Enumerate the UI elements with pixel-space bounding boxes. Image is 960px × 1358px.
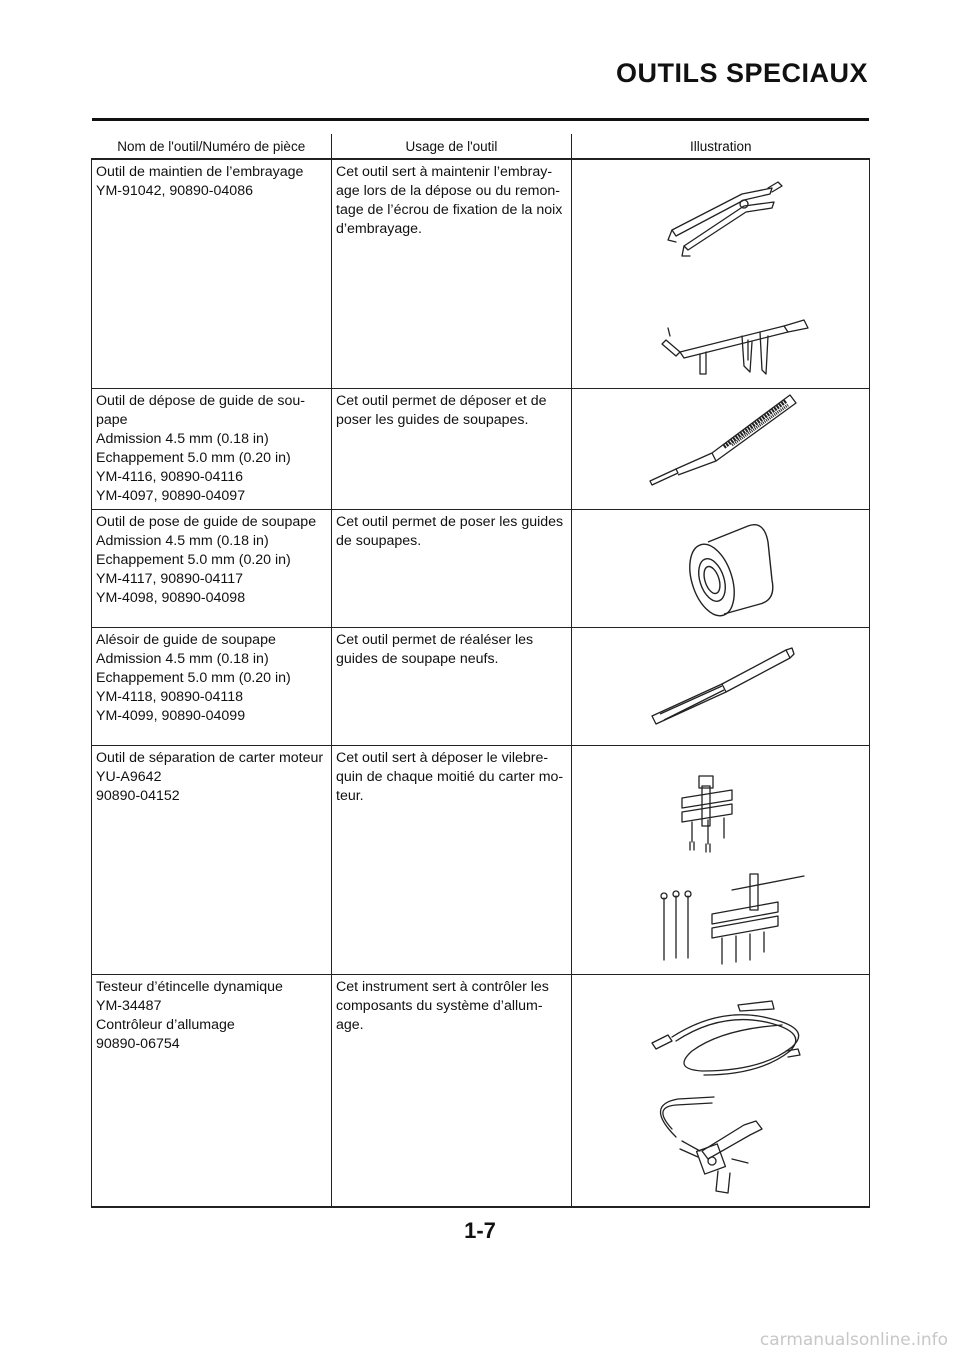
table-row bbox=[92, 159, 870, 389]
tool-usage-line: de soupapes. bbox=[336, 533, 422, 549]
tool-name-line: Outil de dépose de guide de sou- bbox=[96, 393, 306, 409]
tool-usage-line: Cet outil sert à déposer le vilebre- bbox=[336, 750, 549, 766]
tool-usage-line: Cet outil permet de poser les guides bbox=[336, 514, 564, 530]
tool-illustration-cell bbox=[572, 159, 870, 389]
valve-guide-reamer-icon bbox=[572, 628, 870, 745]
column-header-illustration: Illustration bbox=[572, 134, 870, 159]
tool-part-number: YM-4099, 90890-04099 bbox=[96, 708, 246, 724]
tool-part-number: 90890-06754 bbox=[96, 1036, 180, 1052]
tool-illustration-cell bbox=[572, 389, 870, 510]
tool-illustration-cell bbox=[572, 746, 870, 975]
tool-usage-cell bbox=[332, 389, 572, 510]
tool-usage-line: quin de chaque moitié du carter mo- bbox=[336, 769, 564, 785]
tool-usage-line: age lors de la dépose ou du remon- bbox=[336, 183, 560, 199]
tool-name-line: Contrôleur d’allumage bbox=[96, 1017, 235, 1033]
tool-spec-line: Admission 4.5 mm (0.18 in) bbox=[96, 431, 269, 447]
tool-part-number: YM-91042, 90890-04086 bbox=[96, 183, 253, 199]
tool-name-line: pape bbox=[96, 412, 128, 428]
tool-part-number: YM-4097, 90890-04097 bbox=[96, 488, 246, 504]
tool-usage-line: poser les guides de soupapes. bbox=[336, 412, 529, 428]
tool-part-number: YM-4117, 90890-04117 bbox=[96, 571, 243, 587]
tool-illustration-cell bbox=[572, 628, 870, 746]
tool-name-cell bbox=[92, 510, 332, 628]
tool-part-number: YM-4118, 90890-04118 bbox=[96, 689, 243, 705]
tool-spec-line: Echappement 5.0 mm (0.20 in) bbox=[96, 552, 291, 568]
tool-usage-line: guides de soupape neufs. bbox=[336, 651, 499, 667]
table-row bbox=[92, 389, 870, 510]
tool-name-line: Testeur d’étincelle dynamique bbox=[96, 979, 283, 995]
tool-usage-cell bbox=[332, 510, 572, 628]
tool-usage-line: teur. bbox=[336, 788, 364, 804]
clutch-holding-tool-icon bbox=[572, 160, 870, 388]
tool-name-line: Outil de pose de guide de soupape bbox=[96, 514, 317, 530]
table-row bbox=[92, 510, 870, 628]
title-rule bbox=[92, 118, 869, 121]
tool-name-cell bbox=[92, 628, 332, 746]
tool-spec-line: Echappement 5.0 mm (0.20 in) bbox=[96, 450, 291, 466]
column-header-name: Nom de l'outil/Numéro de pièce bbox=[92, 134, 332, 159]
valve-guide-installer-icon bbox=[572, 510, 870, 627]
tool-usage-line: Cet outil sert à maintenir l’embray- bbox=[336, 164, 553, 180]
tool-usage-cell bbox=[332, 628, 572, 746]
tool-spec-line: Admission 4.5 mm (0.18 in) bbox=[96, 651, 269, 667]
tool-usage-line: tage de l’écrou de fixation de la noix bbox=[336, 202, 563, 218]
ignition-checker-icon bbox=[572, 975, 870, 1206]
tool-name-cell bbox=[92, 975, 332, 1208]
tool-usage-cell bbox=[332, 975, 572, 1208]
tool-name-cell bbox=[92, 389, 332, 510]
tool-part-number: 90890-04152 bbox=[96, 788, 180, 804]
tool-spec-line: Admission 4.5 mm (0.18 in) bbox=[96, 533, 269, 549]
table-row bbox=[92, 975, 870, 1208]
tool-usage-line: composants du système d’allum- bbox=[336, 998, 543, 1014]
crankcase-separating-tool-icon bbox=[572, 746, 870, 974]
tool-name-cell bbox=[92, 746, 332, 975]
tool-usage-line: Cet outil permet de déposer et de bbox=[336, 393, 547, 409]
tool-illustration-cell bbox=[572, 510, 870, 628]
table-row bbox=[92, 628, 870, 746]
tool-usage-line: d’embrayage. bbox=[336, 221, 422, 237]
tool-name-line: Outil de maintien de l’embrayage bbox=[96, 164, 304, 180]
tool-usage-cell bbox=[332, 159, 572, 389]
tool-usage-line: Cet outil permet de réaléser les bbox=[336, 632, 534, 648]
tool-part-number: YM-4116, 90890-04116 bbox=[96, 469, 243, 485]
page-title: OUTILS SPECIAUX bbox=[615, 58, 868, 88]
table-row bbox=[92, 746, 870, 975]
tool-usage-line: Cet instrument sert à contrôler les bbox=[336, 979, 549, 995]
tool-name-line: Outil de séparation de carter moteur bbox=[96, 750, 324, 766]
tool-usage-cell bbox=[332, 746, 572, 975]
page-number: 1-7 bbox=[464, 1218, 496, 1243]
table-header-row bbox=[92, 134, 870, 159]
tool-spec-line: Echappement 5.0 mm (0.20 in) bbox=[96, 670, 291, 686]
tool-illustration-cell bbox=[572, 975, 870, 1208]
tool-part-number: YU-A9642 bbox=[96, 769, 162, 785]
tool-part-number: YM-4098, 90890-04098 bbox=[96, 590, 246, 606]
special-tools-table bbox=[91, 134, 870, 1208]
tool-name-cell bbox=[92, 159, 332, 389]
tool-usage-line: age. bbox=[336, 1017, 364, 1033]
footer-url: carmanualsonline.info bbox=[759, 1330, 948, 1350]
tool-part-number: YM-34487 bbox=[96, 998, 162, 1014]
column-header-usage: Usage de l'outil bbox=[332, 134, 572, 159]
valve-guide-remover-icon bbox=[572, 389, 870, 506]
tool-name-line: Alésoir de guide de soupape bbox=[96, 632, 276, 648]
